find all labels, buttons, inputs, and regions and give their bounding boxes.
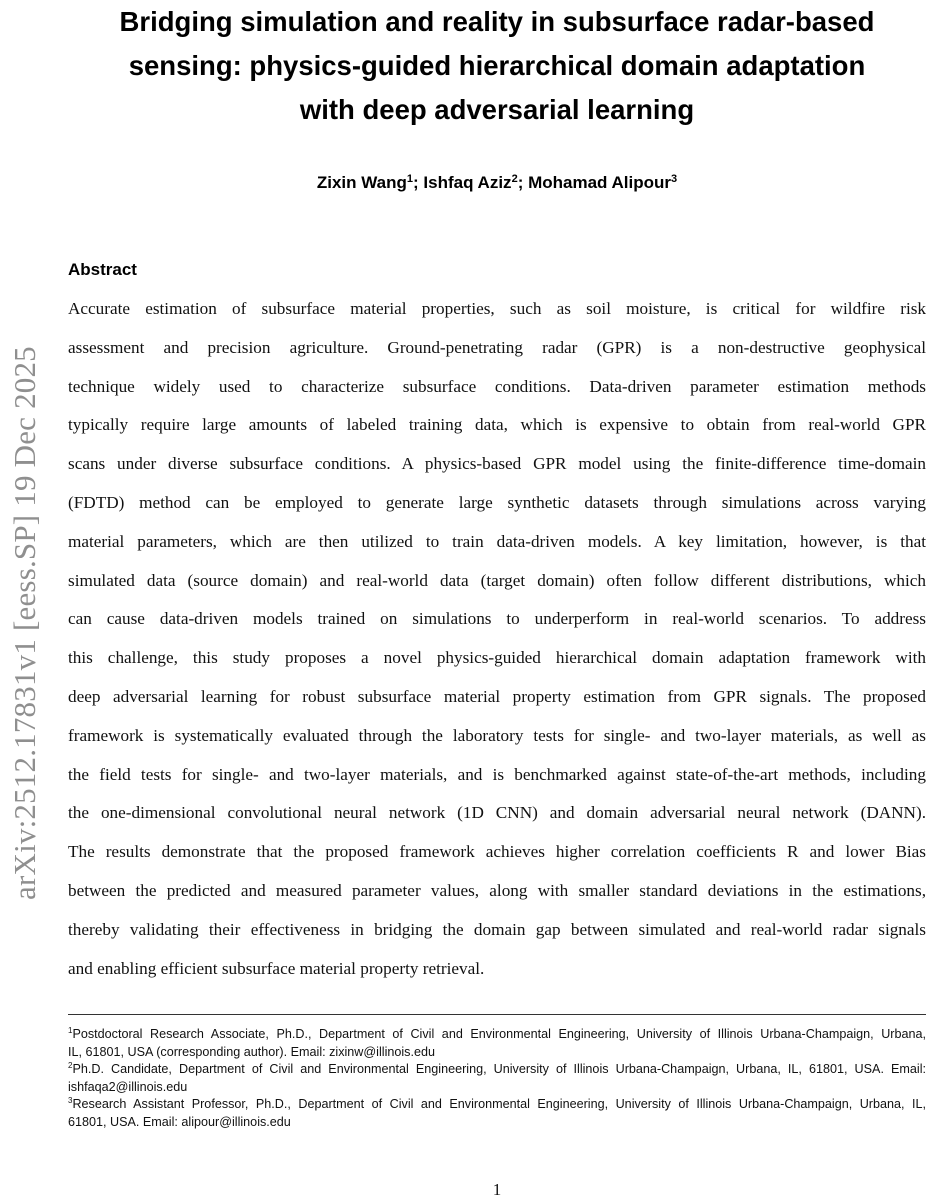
abstract-line: technique widely used to characterize subsurface conditions. Data-driven parameter estimation methods: [68, 376, 926, 396]
page-number: 1: [492, 1180, 502, 1199]
abstract-body: [68, 290, 926, 988]
footnote-line: [68, 1096, 926, 1114]
abstract-heading: Abstract: [68, 260, 137, 279]
footnote-line: ishfaqa2@illinois.edu: [68, 1079, 188, 1094]
footnote: [68, 1096, 926, 1131]
footnote-text: Postdoctoral Research Associate, Ph.D., Department of Civil and Environmental Engineering, University of Illinois Urbana-Champaign, Urbana,: [72, 1027, 926, 1041]
author-name: Ishfaq Aziz: [423, 173, 512, 192]
title-line: Bridging simulation and reality in subsurface radar-based: [119, 6, 875, 37]
author-separator: ;: [413, 173, 424, 192]
abstract-line: assessment and precision agriculture. Ground-penetrating radar (GPR) is a non-destructive geophysical: [68, 337, 926, 357]
footnotes: [68, 1026, 926, 1132]
abstract-line: deep adversarial learning for robust subsurface material property estimation from GPR signals. The proposed: [68, 686, 926, 706]
paper-title: [68, 0, 926, 132]
author-list: [68, 170, 926, 196]
author-separator: ;: [517, 173, 529, 192]
footnote-line: [68, 1061, 926, 1079]
footnote-text: Research Assistant Professor, Ph.D., Department of Civil and Environmental Engineering, University of Illinois Urbana-Champaign, Urbana, IL,: [72, 1097, 926, 1112]
footnote-mark: 3: [68, 1096, 73, 1106]
abstract-line: the field tests for single- and two-layer materials, and is benchmarked against state-of-the-art methods, including: [68, 764, 926, 784]
abstract-line: (FDTD) method can be employed to generate large synthetic datasets through simulations across varying: [68, 492, 926, 512]
title-line: sensing: physics-guided hierarchical domain adaptation: [128, 50, 866, 81]
footnote-mark: 1: [68, 1026, 73, 1035]
abstract-line: scans under diverse subsurface conditions. A physics-based GPR model using the finite-difference time-domain: [68, 454, 926, 474]
footnote-line: IL, 61801, USA (corresponding author). Email: zixinw@illinois.edu: [68, 1044, 435, 1059]
abstract-line: framework is systematically evaluated through the laboratory tests for single- and two-layer materials, as well as: [68, 725, 926, 745]
footnote-mark: 2: [68, 1061, 73, 1071]
author-affiliation-mark: 1: [406, 173, 414, 185]
author-name: Zixin Wang: [316, 173, 407, 192]
abstract-line: typically require large amounts of labeled training data, which is expensive to obtain from real-world GPR: [68, 415, 926, 435]
abstract-line: The results demonstrate that the proposed framework achieves higher correlation coefficients R and lower Bias: [68, 842, 926, 862]
abstract-line: simulated data (source domain) and real-world data (target domain) often follow different distributions, which: [68, 570, 926, 590]
abstract-line: can cause data-driven models trained on simulations to underperform in real-world scenarios. To address: [68, 609, 926, 629]
footnote-divider: [68, 1014, 926, 1015]
footnote-line: [68, 1026, 926, 1044]
abstract-line: material parameters, which are then utilized to train data-driven models. A key limitation, however, is that: [68, 531, 926, 551]
footnote: [68, 1026, 926, 1061]
footnote-text: Ph.D. Candidate, Department of Civil and Environmental Engineering, University of Illinois Urbana-Champaign, Urbana, IL, 61801, USA. Email:: [72, 1062, 926, 1077]
arxiv-stamp: arXiv:2512.17831v1 [eess.SP] 19 Dec 2025: [7, 346, 42, 900]
title-line: with deep adversarial learning: [299, 94, 695, 125]
footnote: [68, 1061, 926, 1096]
abstract-line: between the predicted and measured parameter values, along with smaller standard deviations in the estimations,: [68, 880, 926, 900]
author-affiliation-mark: 2: [511, 173, 518, 185]
abstract-line: Accurate estimation of subsurface material properties, such as soil moisture, is critical for wildfire risk: [68, 299, 926, 318]
author-affiliation-mark: 3: [671, 173, 678, 185]
abstract-line: this challenge, this study proposes a novel physics-guided hierarchical domain adaptation framework with: [68, 648, 926, 668]
abstract-line: the one-dimensional convolutional neural network (1D CNN) and domain adversarial neural network (DANN).: [68, 803, 926, 823]
author-name: Mohamad Alipour: [528, 173, 672, 192]
abstract-line: thereby validating their effectiveness in bridging the domain gap between simulated and real-world radar signals: [68, 919, 926, 939]
footnote-line: 61801, USA. Email: alipour@illinois.edu: [68, 1114, 291, 1129]
abstract-line: and enabling efficient subsurface material property retrieval.: [68, 958, 485, 978]
